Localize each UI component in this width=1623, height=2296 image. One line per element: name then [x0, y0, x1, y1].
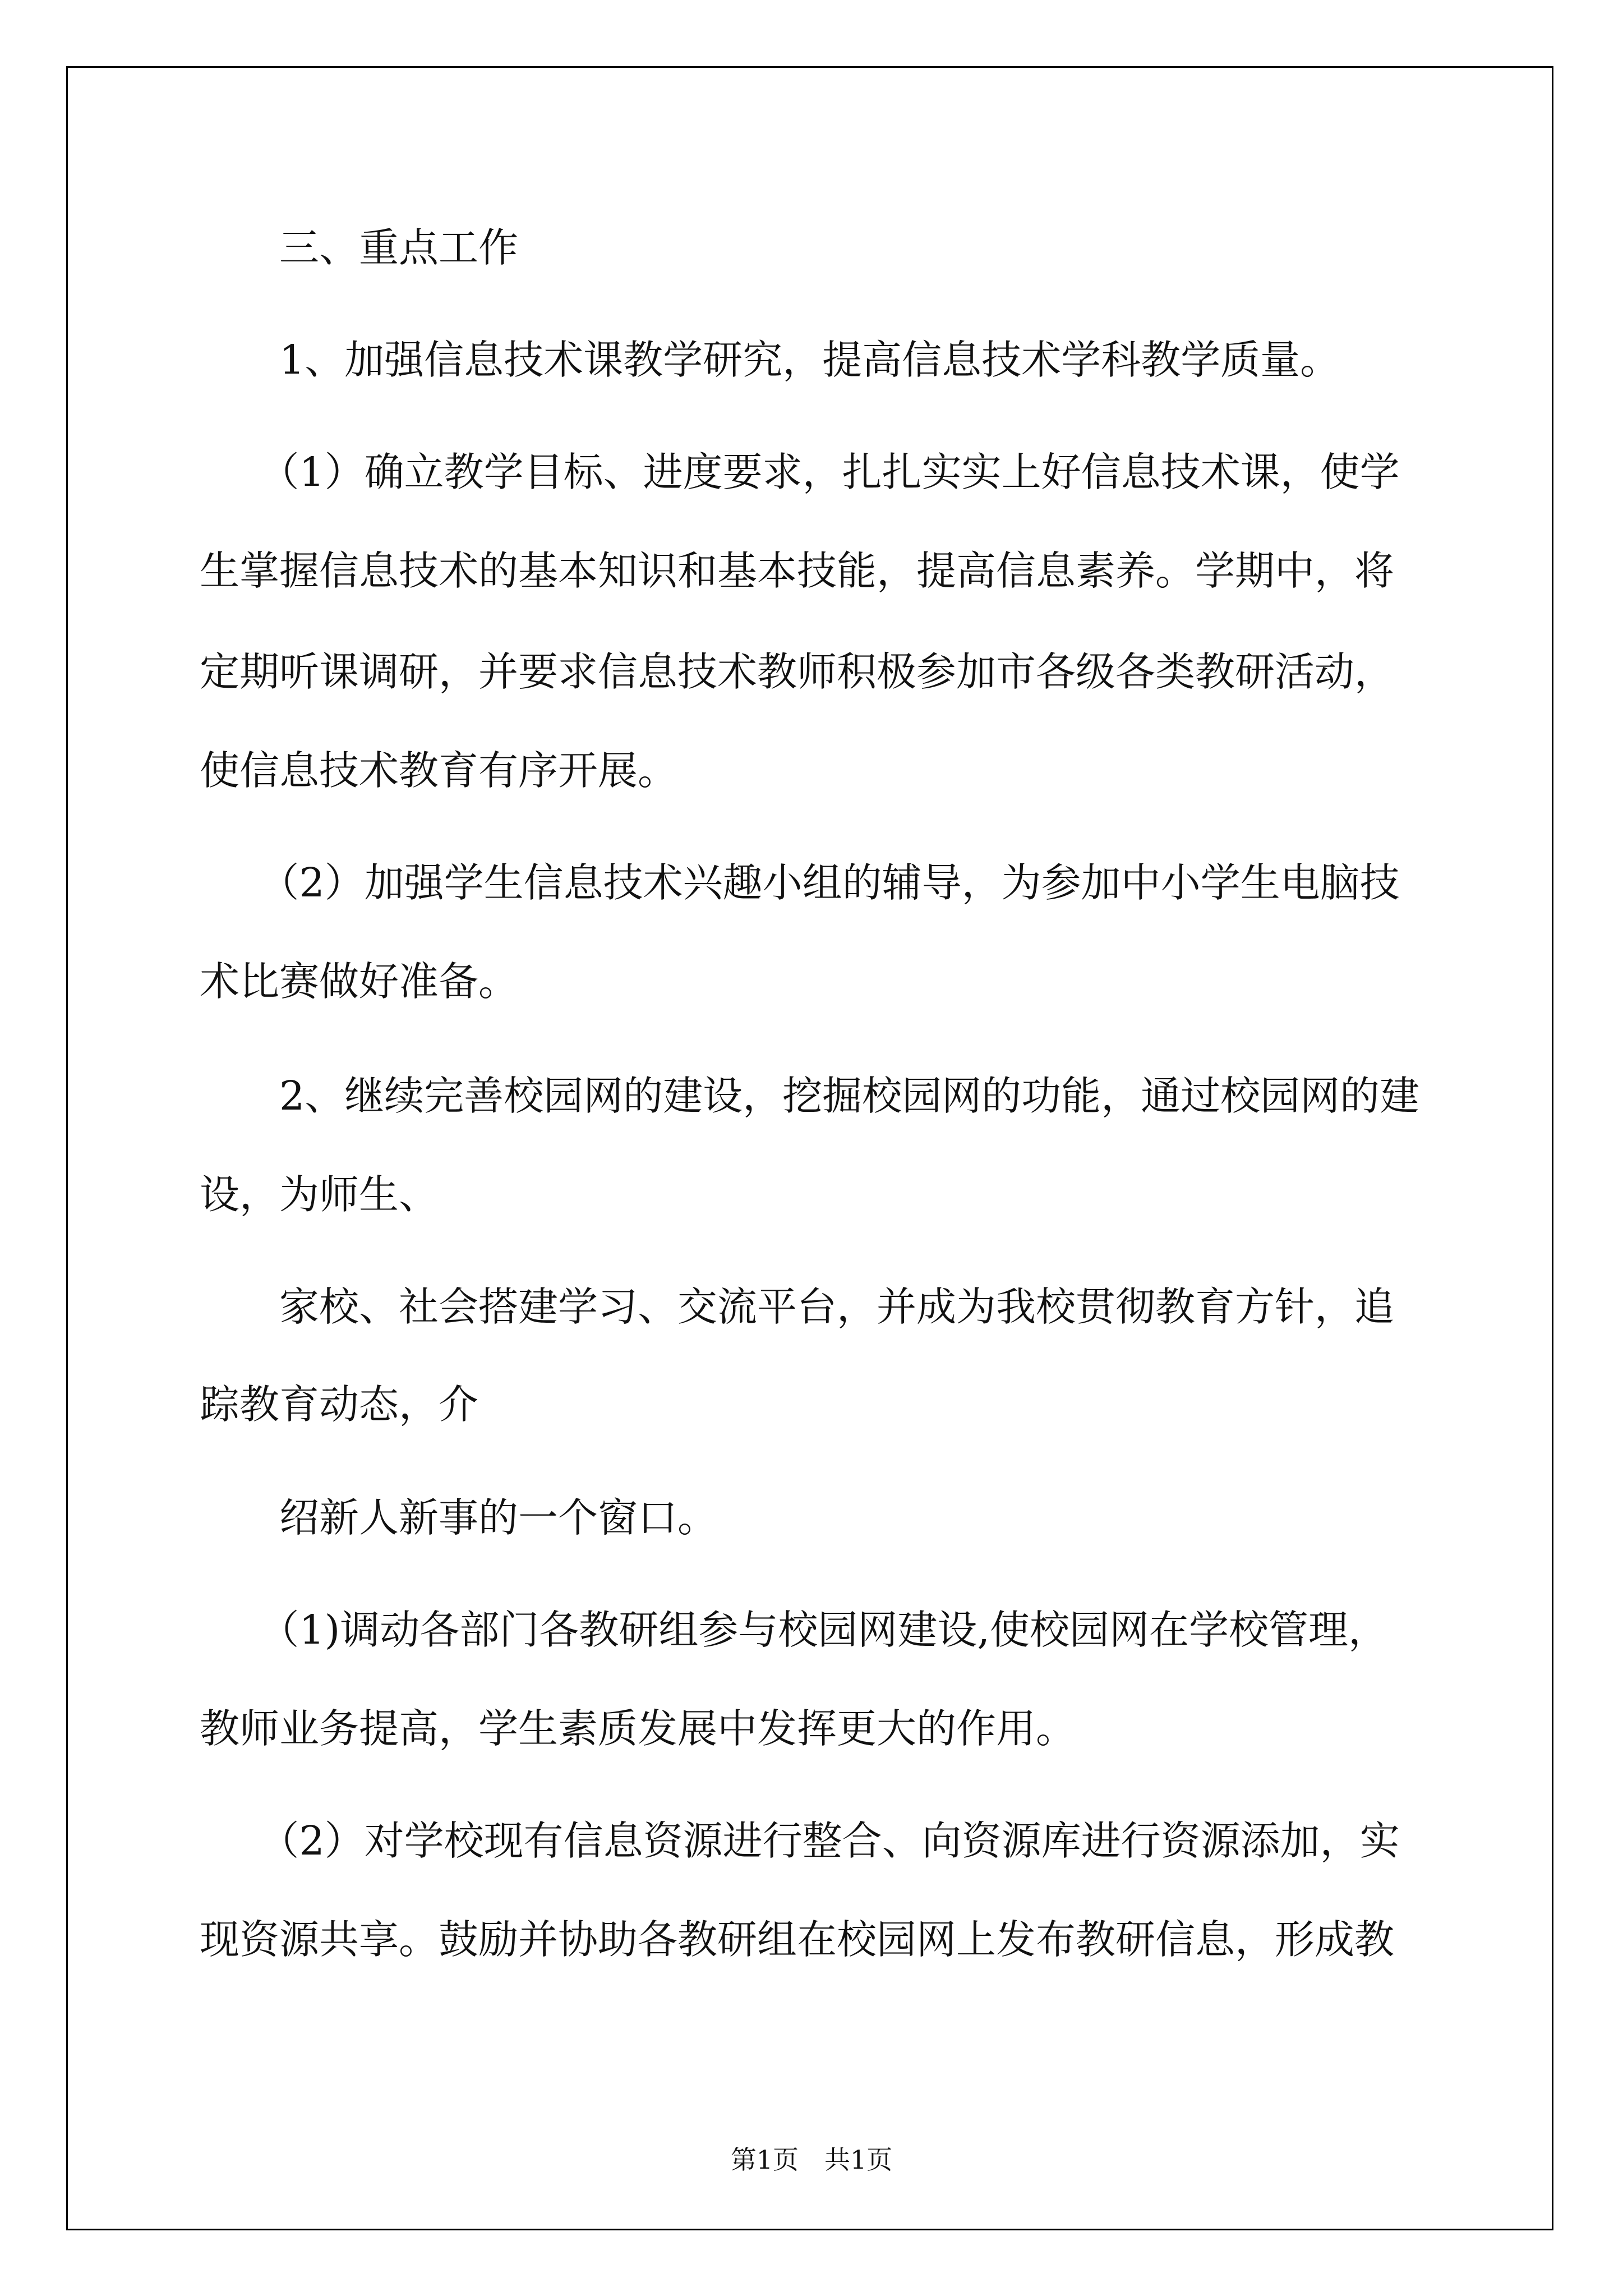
section-heading: 三、重点工作: [200, 224, 519, 271]
paragraph-line: （1）确立教学目标、进度要求，扎扎实实上好信息技术课，使学: [200, 449, 1400, 495]
paragraph-line: 教师业务提高，学生素质发展中发挥更大的作用。: [200, 1705, 1076, 1752]
paragraph-line: 家校、社会搭建学习、交流平台，并成为我校贯彻教育方针，追: [200, 1283, 1395, 1330]
paragraph-line: 现资源共享。鼓励并协助各教研组在校园网上发布教研信息，形成教: [200, 1916, 1395, 1963]
page-number-footer: 第1页 共1页: [730, 2145, 893, 2175]
paragraph-line: 定期听课调研，并要求信息技术教师积极参加市各级各类教研活动，: [200, 648, 1395, 695]
paragraph-line: 术比赛做好准备。: [200, 958, 519, 1005]
paragraph-line: （1)调动各部门各教研组参与校园网建设,使校园网在学校管理，: [200, 1607, 1388, 1653]
paragraph-line: 设，为师生、: [200, 1171, 439, 1218]
paragraph-line: 踪教育动态，介: [200, 1381, 479, 1428]
paragraph-line: 绍新人新事的一个窗口。: [200, 1494, 718, 1541]
paragraph-line: 生掌握信息技术的基本知识和基本技能，提高信息素养。学期中，将: [200, 547, 1395, 594]
paragraph-line: （2）加强学生信息技术兴趣小组的辅导，为参加中小学生电脑技: [200, 859, 1400, 906]
paragraph-line: （2）对学校现有信息资源进行整合、向资源库进行资源添加，实: [200, 1818, 1400, 1864]
paragraph-line: 1、加强信息技术课教学研究，提高信息技术学科教学质量。: [200, 337, 1340, 383]
paragraph-line: 使信息技术教育有序开展。: [200, 747, 678, 794]
paragraph-line: 2、继续完善校园网的建设，挖掘校园网的功能，通过校园网的建: [200, 1073, 1420, 1119]
page-border: [66, 66, 1553, 2230]
